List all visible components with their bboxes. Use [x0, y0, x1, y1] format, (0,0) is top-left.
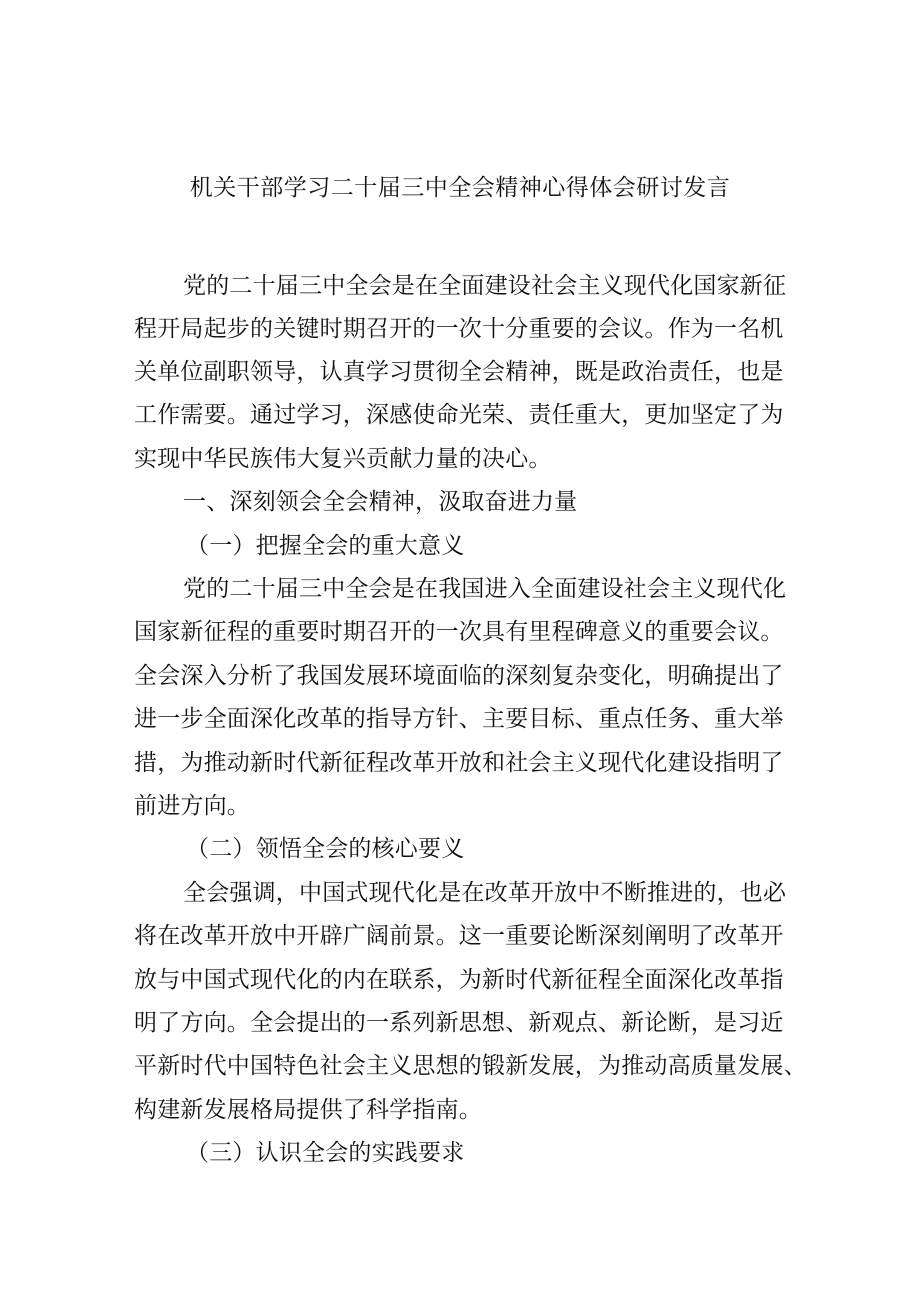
paragraph-line: 全会强调，中国式现代化是在改革开放中不断推进的，也必: [183, 880, 787, 906]
paragraph-line: 构建新发展格局提供了科学指南。: [134, 1097, 482, 1123]
intro-line: 关单位副职领导，认真学习贯彻全会精神，既是政治责任，也是: [134, 359, 784, 385]
paragraph-line: 进一步全面深化改革的指导方针、主要目标、重点任务、重大举: [134, 706, 784, 732]
document-title: 机关干部学习二十届三中全会精神心得体会研讨发言: [189, 175, 731, 201]
paragraph-line: 平新时代中国特色社会主义思想的锻新发展，为推动高质量发展、: [134, 1053, 807, 1079]
paragraph-line: 措，为推动新时代新征程改革开放和社会主义现代化建设指明了: [134, 750, 784, 776]
paragraph-line: 前进方向。: [134, 793, 250, 819]
paragraph-line: 放与中国式现代化的内在联系，为新时代新征程全面深化改革指: [134, 967, 784, 993]
subsection-heading: （一）把握全会的重大意义: [186, 533, 465, 559]
intro-line: 实现中华民族伟大复兴贡献力量的决心。: [134, 446, 552, 472]
paragraph-line: 党的二十届三中全会是在我国进入全面建设社会主义现代化: [183, 576, 787, 602]
subsection-heading: （三）认识全会的实践要求: [186, 1140, 465, 1166]
paragraph-line: 将在改革开放中开辟广阔前景。这一重要论断深刻阐明了改革开: [134, 923, 784, 949]
intro-line: 工作需要。通过学习，深感使命光荣、责任重大，更加坚定了为: [134, 402, 784, 428]
paragraph-line: 全会深入分析了我国发展环境面临的深刻复杂变化，明确提出了: [134, 663, 784, 689]
paragraph-line: 明了方向。全会提出的一系列新思想、新观点、新论断，是习近: [134, 1010, 784, 1036]
intro-line: 程开局起步的关键时期召开的一次十分重要的会议。作为一名机: [134, 316, 784, 342]
section-heading: 一、深刻领会全会精神，汲取奋进力量: [183, 489, 578, 515]
paragraph-line: 国家新征程的重要时期召开的一次具有里程碑意义的重要会议。: [134, 619, 784, 645]
subsection-heading: （二）领悟全会的核心要义: [186, 836, 465, 862]
intro-line: 党的二十届三中全会是在全面建设社会主义现代化国家新征: [183, 273, 787, 299]
